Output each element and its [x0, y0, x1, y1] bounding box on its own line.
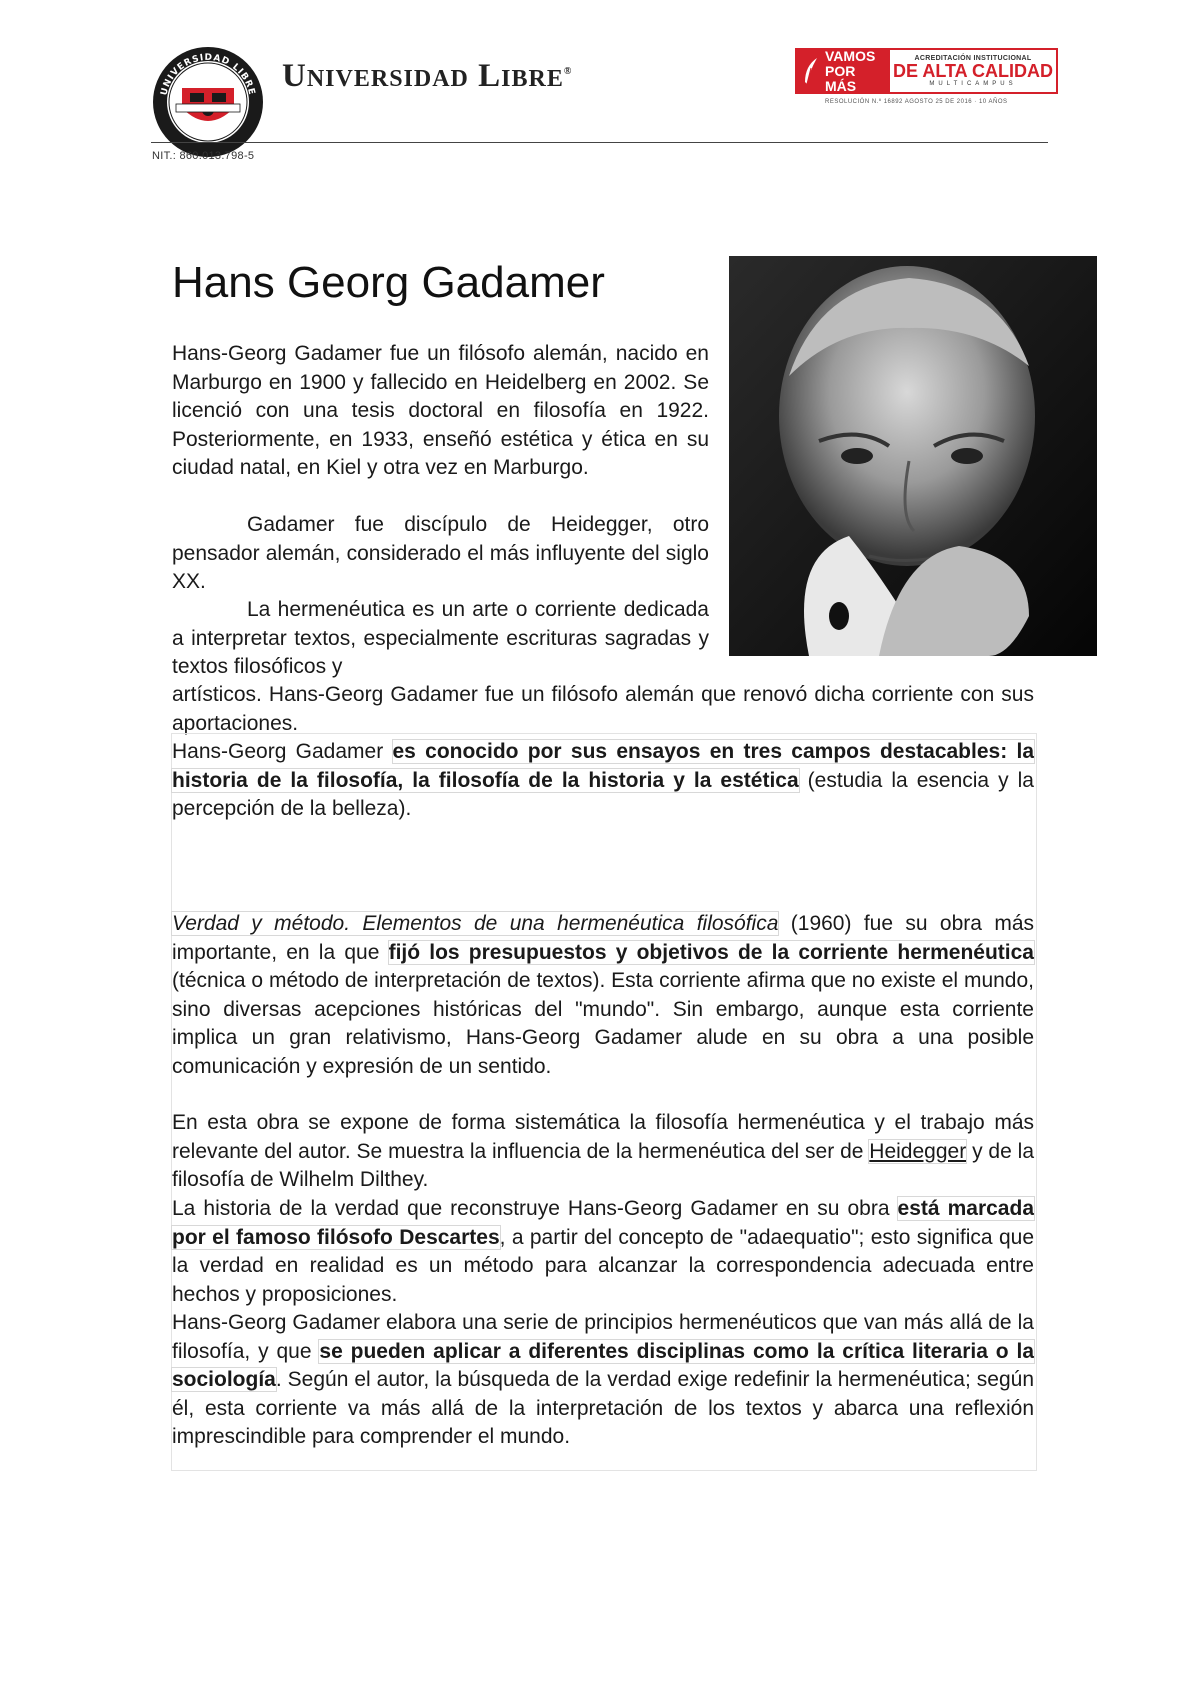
univ-first-cap: U: [282, 58, 307, 94]
accreditation-line2: DE ALTA CALIDAD: [893, 61, 1053, 81]
heidegger-link[interactable]: Heidegger: [869, 1139, 967, 1163]
paragraph-truth: [172, 1195, 1034, 1309]
paragraph-systematic: [172, 1109, 1034, 1195]
book-title: Verdad y método. Elementos de una hermenéutica filosófica: [172, 912, 779, 935]
registered-mark: ®: [563, 66, 573, 77]
principles-text-b: . Según el autor, la búsqueda de la verdad exige redefinir la hermenéutica; según él, esta corriente va más allá de la interpretación de los textos y abarca una reflexión imprescindible para comprender el mundo.: [172, 1368, 1034, 1448]
por-mas-text: POR MÁS: [825, 62, 857, 94]
header-divider: [151, 142, 1048, 143]
univ-second-rest: IBRE: [501, 66, 564, 92]
essays-plain: Hans-Georg Gadamer: [172, 740, 393, 763]
paragraph-essays: [172, 738, 1034, 824]
page-title: Hans Georg Gadamer: [172, 258, 605, 307]
univ-first-rest: NIVERSIDAD: [306, 66, 469, 92]
book-text-b: (técnica o método de interpretación de textos). Esta corriente afirma que no existe el mundo, sino diversas acepciones históricas del "mundo". Sin embargo, aunque esta corriente implica un gran relativismo, Hans-Georg Gadamer alude en su obra a una posible comunicación y expresión de un sentido.: [172, 969, 1034, 1078]
accreditation-line1: ACREDITACIÓN INSTITUCIONAL: [914, 55, 1032, 62]
book-text-a: (1960) fue su obra más importante, en la que: [172, 912, 1034, 964]
paragraph-heidegger: Gadamer fue discípulo de Heidegger, otro pensador alemán, considerado el más influyente del siglo XX.: [172, 513, 709, 593]
essays-bold: es conocido por sus ensayos en tres campos destacables: la historia de la filosofía, la filosofía de la historia y la estética: [172, 740, 1034, 792]
seal-bottom-text: COLOMBIA: [181, 118, 235, 137]
vamos-text: VAMOS: [825, 47, 876, 64]
accreditation-label: [888, 48, 1058, 94]
paragraph-biography: Hans-Georg Gadamer fue un filósofo alemán, nacido en Marburgo en 1900 y fallecido en Heidelberg en 2002. Se licenció con una tesis doctoral en filosofía en 1922. Posteriormente, en 1933, enseñó estética y ética en su ciudad natal, en Kiel y otra vez en Marburgo.: [172, 342, 709, 479]
university-name: [282, 58, 572, 95]
nit-number: NIT.: 860.013.798-5: [152, 150, 255, 162]
essays-end: (estudia la esencia y la percepción de la belleza).: [172, 768, 1034, 820]
accreditation-resolution: RESOLUCIÓN N.º 16892 AGOSTO 25 DE 2016 · 10 AÑOS: [825, 99, 1008, 105]
paragraph-principles: [172, 1309, 1034, 1452]
paragraph-verdad-y-metodo: [172, 910, 1034, 1081]
principles-text-a: Hans-Georg Gadamer elabora una serie de principios hermenéuticos que van más allá de la filosofía, y que: [172, 1311, 1034, 1363]
seal-top-text: UNIVERSIDAD LIBRE: [159, 52, 257, 97]
systematic-text-a: En esta obra se expone de forma sistemática la filosofía hermenéutica y el trabajo más relevante del autor. Se muestra la influencia de la hermenéutica del ser de: [172, 1111, 1034, 1163]
accreditation-line3: MULTICAMPUS: [929, 81, 1017, 87]
book-bold: fijó los presupuestos y objetivos de la corriente hermenéutica: [388, 940, 1034, 964]
vamos-por-mas-logo: [795, 48, 888, 94]
systematic-text-b: y de la filosofía de Wilhelm Dilthey.: [172, 1139, 1034, 1191]
paragraph-hermeneutics-end: artísticos. Hans-Georg Gadamer fue un filósofo alemán que renovó dicha corriente con sus aportaciones.: [172, 683, 1034, 735]
truth-bold: está marcada por el famoso filósofo Descartes: [172, 1197, 1034, 1249]
feather-icon: [801, 56, 821, 86]
portrait-image: [729, 256, 1097, 656]
truth-text-b: , a partir del concepto de "adaequatio"; esto significa que la verdad en realidad es un método para alcanzar la correspondencia adecuada entre hechos y proposiciones.: [172, 1225, 1034, 1306]
paragraph-hermeneutics-start: La hermenéutica es un arte o corriente dedicada a interpretar textos, especialmente escrituras sagradas y textos filosóficos y: [172, 598, 709, 678]
univ-second-cap: L: [478, 58, 502, 94]
principles-bold: se pueden aplicar a diferentes disciplinas como la crítica literaria o la sociología: [172, 1339, 1035, 1391]
accreditation-badge: [795, 48, 1058, 94]
portrait-photo: [729, 256, 1097, 656]
truth-text-a: La historia de la verdad que reconstruye Hans-Georg Gadamer en su obra: [172, 1197, 898, 1220]
